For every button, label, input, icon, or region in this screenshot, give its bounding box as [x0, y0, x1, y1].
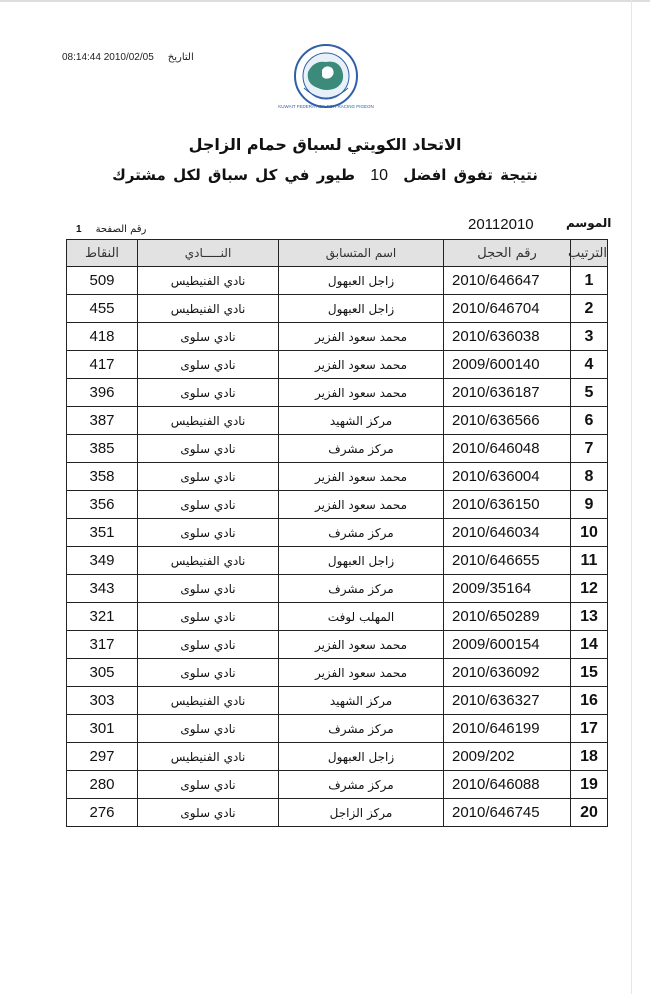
points-cell: 351 [67, 519, 138, 547]
club-cell: نادي سلوى [138, 575, 279, 603]
rank-cell: 5 [571, 379, 608, 407]
points-cell: 343 [67, 575, 138, 603]
rank-cell: 14 [571, 631, 608, 659]
table-row [67, 547, 608, 575]
ring-number-cell: 2010/646647 [444, 267, 571, 295]
club-cell: نادي سلوى [138, 659, 279, 687]
table-row [67, 323, 608, 351]
report-subtitle [0, 166, 650, 185]
table-row [67, 603, 608, 631]
points-cell: 349 [67, 547, 138, 575]
table-row [67, 799, 608, 827]
table-row [67, 295, 608, 323]
rank-cell: 8 [571, 463, 608, 491]
table-row [67, 659, 608, 687]
header-ring: رقم الحجل [444, 240, 571, 267]
club-cell: نادي سلوى [138, 491, 279, 519]
ring-number-cell: 2010/636092 [444, 659, 571, 687]
ring-number-cell: 2010/636187 [444, 379, 571, 407]
datetime-value: 08:14:44 2010/02/05 [62, 52, 154, 63]
results-table [66, 239, 608, 827]
rank-cell: 20 [571, 799, 608, 827]
season-label: الموسم [566, 216, 612, 230]
points-cell: 455 [67, 295, 138, 323]
org-title: الاتحاد الكويتي لسباق حمام الزاجل [188, 135, 462, 154]
rank-cell: 12 [571, 575, 608, 603]
table-row [67, 491, 608, 519]
subtitle-part1: نتيجة تفوق افضل [403, 166, 538, 184]
points-cell: 280 [67, 771, 138, 799]
competitor-cell: مركز الشهيد [279, 407, 444, 435]
header-competitor: اسم المتسابق [279, 240, 444, 267]
table-row [67, 631, 608, 659]
club-cell: نادي سلوى [138, 351, 279, 379]
points-cell: 417 [67, 351, 138, 379]
competitor-cell: المهلب لوفت [279, 603, 444, 631]
ring-number-cell: 2010/636566 [444, 407, 571, 435]
points-cell: 297 [67, 743, 138, 771]
points-cell: 317 [67, 631, 138, 659]
club-cell: نادي الفنيطيس [138, 743, 279, 771]
table-row [67, 435, 608, 463]
rank-cell: 4 [571, 351, 608, 379]
header-rank: الترتيب [571, 240, 608, 267]
rank-cell: 2 [571, 295, 608, 323]
table-row [67, 351, 608, 379]
season-value: 20112010 [468, 216, 534, 233]
table-header-row [67, 240, 608, 267]
competitor-cell: مركز مشرف [279, 519, 444, 547]
ring-number-cell: 2010/636038 [444, 323, 571, 351]
competitor-cell: زاجل العبهول [279, 267, 444, 295]
club-cell: نادي الفنيطيس [138, 267, 279, 295]
ring-number-cell: 2009/202 [444, 743, 571, 771]
competitor-cell: زاجل العبهول [279, 295, 444, 323]
rank-cell: 13 [571, 603, 608, 631]
competitor-cell: مركز مشرف [279, 435, 444, 463]
subtitle-count: 10 [370, 167, 389, 184]
club-cell: نادي سلوى [138, 435, 279, 463]
table-row [67, 463, 608, 491]
ring-number-cell: 2010/636150 [444, 491, 571, 519]
points-cell: 276 [67, 799, 138, 827]
table-row [67, 687, 608, 715]
ring-number-cell: 2009/600140 [444, 351, 571, 379]
logo-text: KUWAIT FEDERATION FOR RACING PIGEON [278, 104, 374, 109]
rank-cell: 3 [571, 323, 608, 351]
points-cell: 303 [67, 687, 138, 715]
table-row [67, 771, 608, 799]
ring-number-cell: 2009/600154 [444, 631, 571, 659]
points-cell: 321 [67, 603, 138, 631]
points-cell: 356 [67, 491, 138, 519]
ring-number-cell: 2010/646745 [444, 799, 571, 827]
competitor-cell: محمد سعود الفزير [279, 323, 444, 351]
ring-number-cell: 2010/646655 [444, 547, 571, 575]
competitor-cell: محمد سعود الفزير [279, 463, 444, 491]
club-cell: نادي سلوى [138, 463, 279, 491]
rank-cell: 10 [571, 519, 608, 547]
rank-cell: 17 [571, 715, 608, 743]
rank-cell: 11 [571, 547, 608, 575]
ring-number-cell: 2010/646034 [444, 519, 571, 547]
competitor-cell: مركز مشرف [279, 715, 444, 743]
date-label: التاريخ [167, 52, 194, 63]
competitor-cell: مركز مشرف [279, 575, 444, 603]
points-cell: 509 [67, 267, 138, 295]
points-cell: 396 [67, 379, 138, 407]
rank-cell: 16 [571, 687, 608, 715]
rank-cell: 7 [571, 435, 608, 463]
club-cell: نادي الفنيطيس [138, 407, 279, 435]
table-row [67, 743, 608, 771]
club-cell: نادي سلوى [138, 771, 279, 799]
table-row [67, 715, 608, 743]
competitor-cell: زاجل العبهول [279, 547, 444, 575]
points-cell: 301 [67, 715, 138, 743]
top-border [0, 0, 650, 2]
club-cell: نادي سلوى [138, 631, 279, 659]
page-number-label [76, 224, 146, 235]
points-cell: 305 [67, 659, 138, 687]
points-cell: 418 [67, 323, 138, 351]
points-cell: 358 [67, 463, 138, 491]
page-number: 1 [76, 224, 82, 235]
competitor-cell: محمد سعود الفزير [279, 379, 444, 407]
competitor-cell: محمد سعود الفزير [279, 659, 444, 687]
ring-number-cell: 2010/646088 [444, 771, 571, 799]
club-cell: نادي سلوى [138, 379, 279, 407]
rank-cell: 19 [571, 771, 608, 799]
ring-number-cell: 2010/650289 [444, 603, 571, 631]
ring-number-cell: 2010/636327 [444, 687, 571, 715]
competitor-cell: مركز مشرف [279, 771, 444, 799]
competitor-cell: محمد سعود الفزير [279, 351, 444, 379]
rank-cell: 15 [571, 659, 608, 687]
ring-number-cell: 2009/35164 [444, 575, 571, 603]
rank-cell: 18 [571, 743, 608, 771]
ring-number-cell: 2010/636004 [444, 463, 571, 491]
header-club: النـــــادي [138, 240, 279, 267]
rank-cell: 6 [571, 407, 608, 435]
club-cell: نادي الفنيطيس [138, 547, 279, 575]
rank-cell: 1 [571, 267, 608, 295]
club-cell: نادي سلوى [138, 715, 279, 743]
points-cell: 385 [67, 435, 138, 463]
club-cell: نادي سلوى [138, 603, 279, 631]
competitor-cell: محمد سعود الفزير [279, 631, 444, 659]
club-cell: نادي سلوى [138, 799, 279, 827]
ring-number-cell: 2010/646199 [444, 715, 571, 743]
table-row [67, 267, 608, 295]
table-row [67, 379, 608, 407]
header-points: النقاط [67, 240, 138, 267]
page-label-text: رقم الصفحة [95, 224, 147, 235]
ring-number-cell: 2010/646048 [444, 435, 571, 463]
table-row [67, 407, 608, 435]
points-cell: 387 [67, 407, 138, 435]
competitor-cell: محمد سعود الفزير [279, 491, 444, 519]
table-body [67, 267, 608, 827]
table-row [67, 519, 608, 547]
club-cell: نادي سلوى [138, 323, 279, 351]
ring-number-cell: 2010/646704 [444, 295, 571, 323]
rank-cell: 9 [571, 491, 608, 519]
competitor-cell: مركز الزاجل [279, 799, 444, 827]
club-cell: نادي الفنيطيس [138, 295, 279, 323]
competitor-cell: مركز الشهيد [279, 687, 444, 715]
federation-logo [278, 42, 374, 114]
subtitle-part2: طيور في كل سباق لكل مشترك [112, 166, 356, 184]
print-date [62, 52, 194, 63]
club-cell: نادي الفنيطيس [138, 687, 279, 715]
competitor-cell: زاجل العبهول [279, 743, 444, 771]
club-cell: نادي سلوى [138, 519, 279, 547]
table-row [67, 575, 608, 603]
